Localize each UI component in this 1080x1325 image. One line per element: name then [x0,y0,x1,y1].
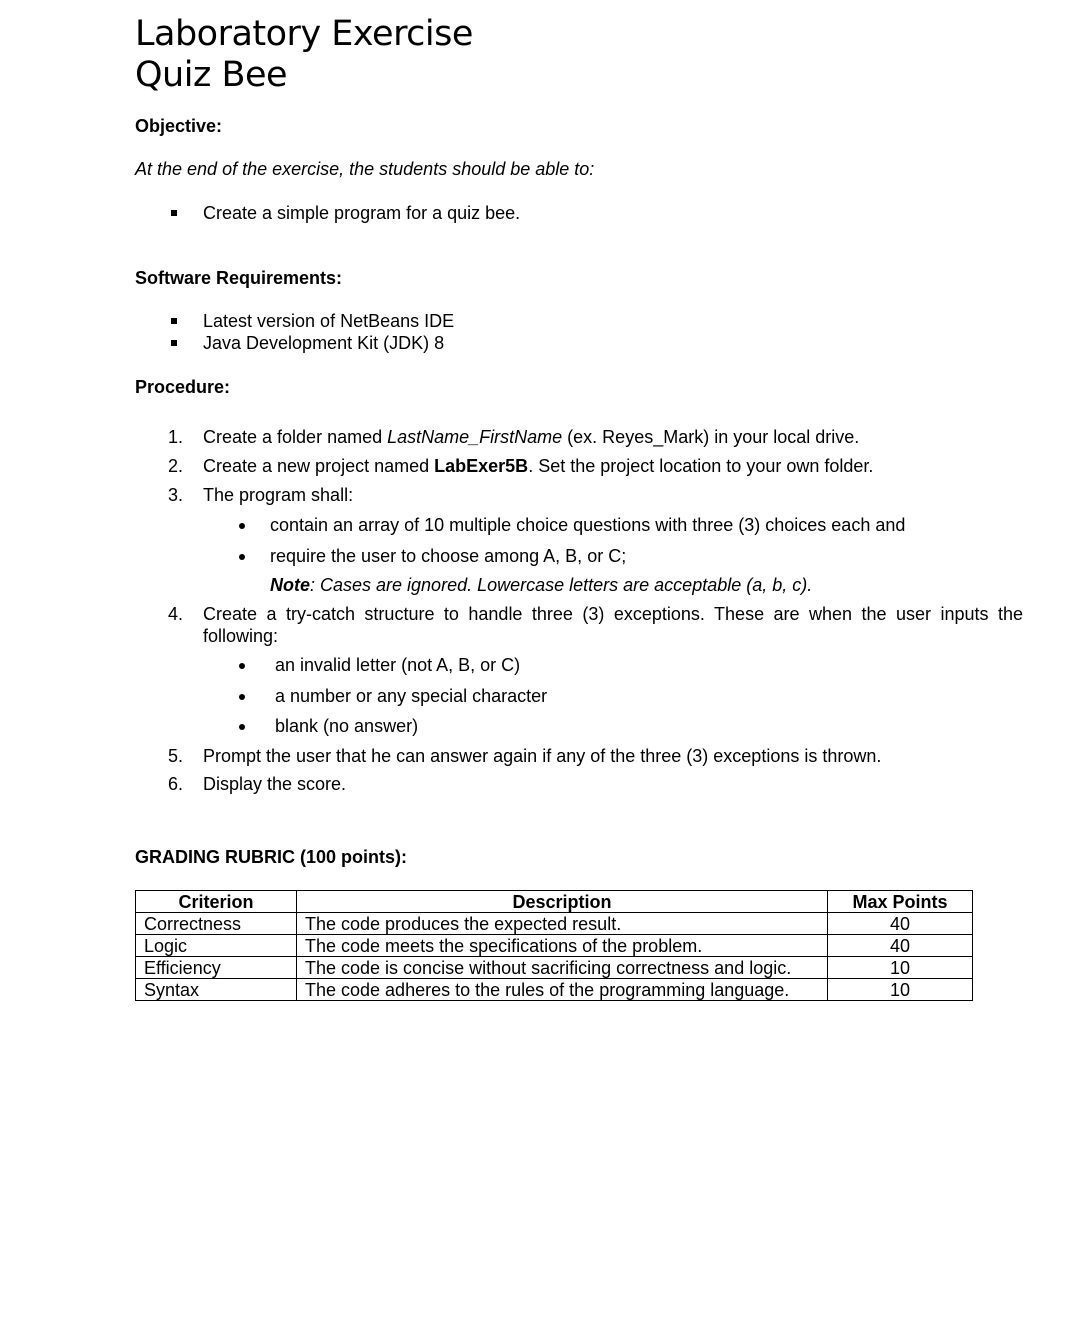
step-4-text-continued: following: [203,626,279,646]
step-number: 3. [168,485,184,505]
criterion-cell: Correctness [136,913,297,935]
step-3-note: Note: Cases are ignored. Lowercase letters are acceptable (a, b, c). [270,575,813,595]
table-row [136,935,973,957]
rubric-heading: GRADING RUBRIC (100 points): [135,847,408,867]
step-number: 1. [168,427,184,447]
points-cell: 40 [828,935,973,957]
software-item: Java Development Kit (JDK) 8 [203,333,445,353]
points-cell: 40 [828,913,973,935]
step-number: 5. [168,746,184,766]
criterion-cell: Syntax [136,979,297,1001]
step-4-bullet: a number or any special character [275,686,548,706]
square-bullet-icon [171,318,177,324]
objective-intro: At the end of the exercise, the students should be able to: [135,159,595,179]
step-2-text: Create a new project named LabExer5B. Set the project location to your own folder. [203,456,874,476]
step-number: 4. [168,604,184,624]
description-cell: The code produces the expected result. [297,913,828,935]
document-title: Laboratory Exercise [135,14,473,54]
points-cell: 10 [828,979,973,1001]
objective-item: Create a simple program for a quiz bee. [203,203,521,223]
round-bullet-icon [239,663,245,669]
round-bullet-icon [239,694,245,700]
table-row [136,957,973,979]
column-header-max-points: Max Points [828,891,973,913]
step-6-text: Display the score. [203,774,347,794]
objective-heading: Objective: [135,116,223,136]
points-cell: 10 [828,957,973,979]
step-3-bullet: contain an array of 10 multiple choice questions with three (3) choices each and [270,515,906,535]
step-4-text: Create a try-catch structure to handle three (3) exceptions. These are when the user inputs the [203,604,1023,624]
step-4-bullet: an invalid letter (not A, B, or C) [275,655,521,675]
round-bullet-icon [239,523,245,529]
description-cell: The code meets the specifications of the problem. [297,935,828,957]
column-header-description: Description [297,891,828,913]
round-bullet-icon [239,724,245,730]
column-header-criterion: Criterion [136,891,297,913]
rubric-table [135,890,973,1001]
step-number: 6. [168,774,184,794]
software-item: Latest version of NetBeans IDE [203,311,455,331]
description-cell: The code is concise without sacrificing correctness and logic. [297,957,828,979]
step-5-text: Prompt the user that he can answer again if any of the three (3) exceptions is thrown. [203,746,882,766]
document-subtitle: Quiz Bee [135,55,288,95]
round-bullet-icon [239,554,245,560]
criterion-cell: Efficiency [136,957,297,979]
rubric-header-row [136,891,973,913]
step-3-bullet: require the user to choose among A, B, or C; [270,546,627,566]
step-4-bullet: blank (no answer) [275,716,419,736]
step-number: 2. [168,456,184,476]
step-1-text: Create a folder named LastName_FirstName (ex. Reyes_Mark) in your local drive. [203,427,860,447]
software-heading: Software Requirements: [135,268,343,288]
step-3-text: The program shall: [203,485,354,505]
description-cell: The code adheres to the rules of the programming language. [297,979,828,1001]
square-bullet-icon [171,340,177,346]
square-bullet-icon [171,210,177,216]
table-row [136,913,973,935]
table-row [136,979,973,1001]
procedure-heading: Procedure: [135,377,231,397]
criterion-cell: Logic [136,935,297,957]
